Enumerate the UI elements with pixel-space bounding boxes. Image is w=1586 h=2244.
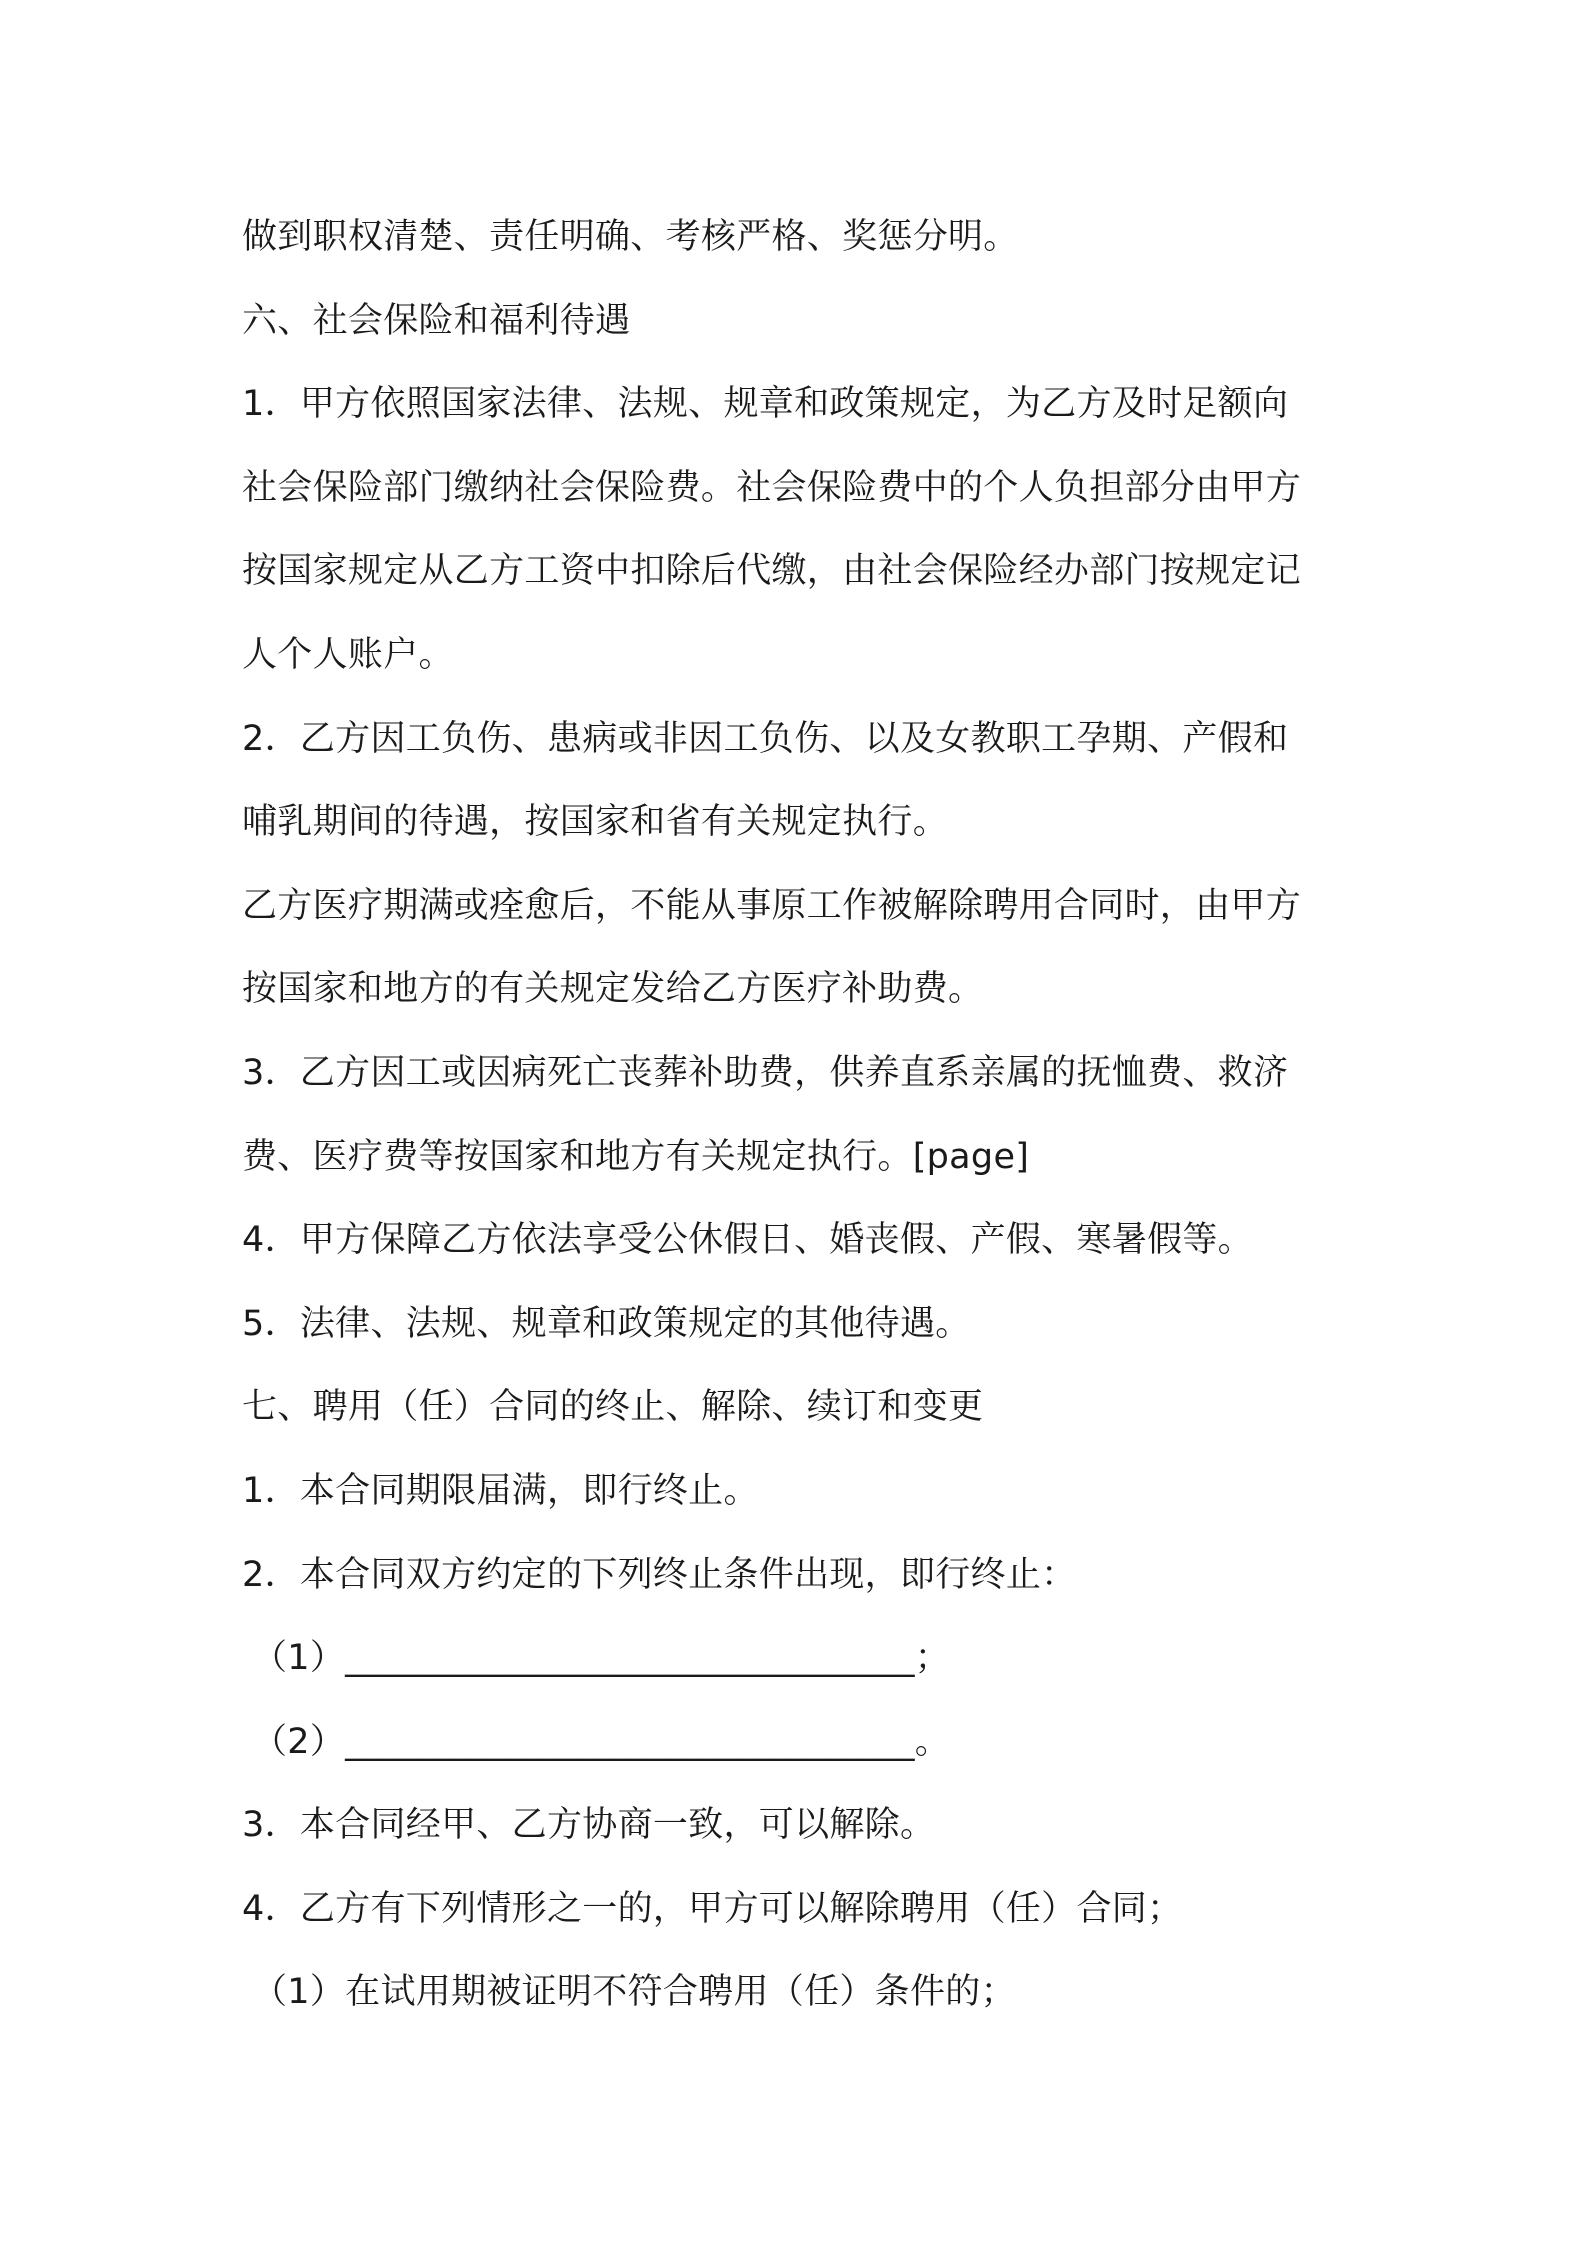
document-body — [242, 196, 1362, 2035]
section-heading: 七、聘用（任）合同的终止、解除、续订和变更 — [242, 1387, 984, 1428]
text-line: 5．法律、法规、规章和政策规定的其他待遇。 — [242, 1303, 971, 1344]
text-line: 2．乙方因工负伤、患病或非因工负伤、以及女教职工孕期、产假和 — [242, 718, 1289, 759]
text-line: 哺乳期间的待遇，按国家和省有关规定执行。 — [242, 802, 949, 843]
text-line: 1．甲方依照国家法律、法规、规章和政策规定，为乙方及时足额向 — [242, 384, 1289, 425]
text-line: 1．本合同期限届满，即行终止。 — [242, 1470, 759, 1511]
text-line: 3．本合同经甲、乙方协商一致，可以解除。 — [242, 1805, 936, 1846]
text-line: 费、医疗费等按国家和地方有关规定执行。[page] — [242, 1136, 1030, 1177]
text-line: 4．甲方保障乙方依法享受公休假日、婚丧假、产假、寒暑假等。 — [242, 1220, 1253, 1261]
text-line: 3．乙方因工或因病死亡丧葬补助费，供养直系亲属的抚恤费、救济 — [242, 1052, 1289, 1093]
text-line: 做到职权清楚、责任明确、考核严格、奖惩分明。 — [242, 217, 1019, 257]
text-line: 4．乙方有下列情形之一的，甲方可以解除聘用（任）合同； — [242, 1888, 1183, 1929]
text-line: 社会保险部门缴纳社会保险费。社会保险费中的个人负担部分由甲方 — [242, 467, 1302, 508]
text-line: （1）在试用期被证明不符合聘用（任）条件的； — [252, 1972, 1016, 2013]
section-heading: 六、社会保险和福利待遇 — [242, 300, 631, 341]
text-line: 乙方医疗期满或痊愈后，不能从事原工作被解除聘用合同时，由甲方 — [242, 885, 1302, 926]
text-line: 按国家和地方的有关规定发给乙方医疗补助费。 — [242, 969, 984, 1010]
text-line: 按国家规定从乙方工资中扣除后代缴，由社会保险经办部门按规定记 — [242, 551, 1302, 592]
text-line: 2．本合同双方约定的下列终止条件出现，即行终止： — [242, 1554, 1077, 1595]
fill-in-blank-line: （1）________________________________； — [252, 1638, 951, 1679]
fill-in-blank-line: （2）________________________________。 — [252, 1721, 951, 1762]
text-line: 人个人账户。 — [242, 634, 454, 675]
